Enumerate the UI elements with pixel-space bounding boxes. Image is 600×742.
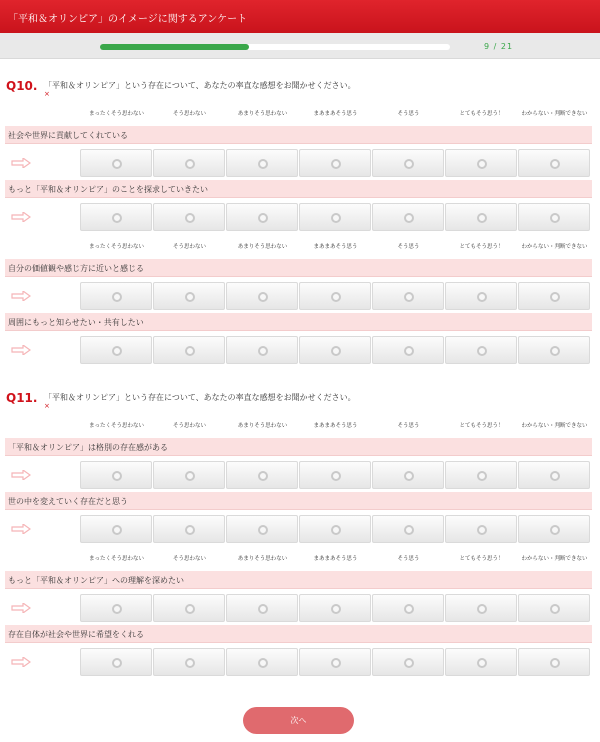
item-label-row xyxy=(5,492,592,510)
item-label-row xyxy=(5,438,592,456)
required-mark: × xyxy=(44,90,50,98)
scale-label: まあまあそう思う xyxy=(313,111,358,117)
radio-button[interactable] xyxy=(258,292,268,302)
arrow-right-icon xyxy=(11,657,31,667)
item-label: 自分の価値観や感じ方に近いと感じる xyxy=(8,264,144,273)
progress-bar-fill xyxy=(100,44,249,50)
radio-option-cell[interactable] xyxy=(372,149,444,177)
radio-option-cell[interactable] xyxy=(518,515,590,543)
radio-button[interactable] xyxy=(112,471,122,481)
arrow-right-icon xyxy=(11,470,31,480)
arrow-right-icon xyxy=(11,212,31,222)
radio-option-cell[interactable] xyxy=(153,594,225,622)
radio-button[interactable] xyxy=(185,292,195,302)
next-button[interactable]: 次へ xyxy=(243,707,354,734)
radio-button[interactable] xyxy=(550,471,560,481)
radio-option-cell[interactable] xyxy=(153,149,225,177)
scale-label: まあまあそう思う xyxy=(313,244,358,250)
radio-button[interactable] xyxy=(331,604,341,614)
radio-button[interactable] xyxy=(258,346,268,356)
radio-option-cell[interactable] xyxy=(445,648,517,676)
scale-header xyxy=(80,234,592,252)
radio-button[interactable] xyxy=(550,525,560,535)
answer-row xyxy=(5,336,592,364)
item-label: もっと「平和＆オリンピア」のことを探求していきたい xyxy=(8,185,208,194)
scale-label: とてもそう思う！ xyxy=(459,244,504,250)
radio-option-cell[interactable] xyxy=(518,648,590,676)
radio-option-cell[interactable] xyxy=(299,203,371,231)
radio-button[interactable] xyxy=(112,658,122,668)
radio-option-cell[interactable] xyxy=(299,515,371,543)
radio-button[interactable] xyxy=(185,658,195,668)
answer-row xyxy=(5,594,592,622)
scale-label: まったくそう思わない xyxy=(88,423,144,429)
radio-button[interactable] xyxy=(550,658,560,668)
radio-button[interactable] xyxy=(477,159,487,169)
scale-label: わからない・判断できない xyxy=(521,556,588,562)
item-label-row xyxy=(5,126,592,144)
radio-option-cell[interactable] xyxy=(153,336,225,364)
radio-option-cell[interactable] xyxy=(372,594,444,622)
page-title: 「平和＆オリンピア」のイメージに関するアンケート xyxy=(8,14,248,25)
arrow-right-icon xyxy=(11,603,31,613)
item-label-row xyxy=(5,259,592,277)
item-label: 存在自体が社会や世界に希望をくれる xyxy=(8,630,144,639)
scale-header xyxy=(80,413,592,431)
radio-option-cell[interactable] xyxy=(445,149,517,177)
scale-label: あまりそう思わない xyxy=(237,111,288,117)
question-number: Q10. xyxy=(6,79,38,93)
radio-button[interactable] xyxy=(477,471,487,481)
question-number: Q11. xyxy=(6,391,38,405)
item-label: 周囲にもっと知らせたい・共有したい xyxy=(8,318,144,327)
radio-option-cell[interactable] xyxy=(299,282,371,310)
radio-button[interactable] xyxy=(112,346,122,356)
radio-option-cell[interactable] xyxy=(80,282,152,310)
radio-option-cell[interactable] xyxy=(299,461,371,489)
radio-option-cell[interactable] xyxy=(445,203,517,231)
answer-row xyxy=(5,461,592,489)
radio-option-cell[interactable] xyxy=(80,336,152,364)
answer-row xyxy=(5,203,592,231)
radio-option-cell[interactable] xyxy=(372,648,444,676)
radio-button[interactable] xyxy=(258,525,268,535)
scale-label: そう思わない xyxy=(172,244,206,250)
scale-label: あまりそう思わない xyxy=(237,423,288,429)
radio-button[interactable] xyxy=(550,213,560,223)
scale-label: そう思わない xyxy=(172,423,206,429)
radio-button[interactable] xyxy=(258,471,268,481)
required-mark: × xyxy=(44,402,50,410)
scale-label: まあまあそう思う xyxy=(313,423,358,429)
radio-button[interactable] xyxy=(331,471,341,481)
radio-button[interactable] xyxy=(331,658,341,668)
radio-button[interactable] xyxy=(185,604,195,614)
item-label: 社会や世界に貢献してくれている xyxy=(8,131,128,140)
scale-label: とてもそう思う！ xyxy=(459,556,504,562)
radio-button[interactable] xyxy=(112,159,122,169)
radio-button[interactable] xyxy=(258,159,268,169)
radio-button[interactable] xyxy=(477,658,487,668)
arrow-right-icon xyxy=(11,291,31,301)
question-text: 「平和＆オリンピア」という存在について、あなたの率直な感想をお聞かせください。 xyxy=(44,81,356,90)
scale-label: わからない・判断できない xyxy=(521,244,588,250)
progress-text: 9 / 21 xyxy=(484,42,514,51)
radio-button[interactable] xyxy=(258,213,268,223)
radio-option-cell[interactable] xyxy=(445,336,517,364)
answer-row xyxy=(5,282,592,310)
radio-option-cell[interactable] xyxy=(445,515,517,543)
question-text: 「平和＆オリンピア」という存在について、あなたの率直な感想をお聞かせください。 xyxy=(44,393,356,402)
radio-option-cell[interactable] xyxy=(226,648,298,676)
radio-option-cell[interactable] xyxy=(226,336,298,364)
radio-button[interactable] xyxy=(404,471,414,481)
radio-option-cell[interactable] xyxy=(372,461,444,489)
scale-label: まったくそう思わない xyxy=(88,244,144,250)
radio-option-cell[interactable] xyxy=(518,203,590,231)
radio-option-cell[interactable] xyxy=(299,648,371,676)
scale-label: そう思う xyxy=(397,111,420,117)
arrow-right-icon xyxy=(11,524,31,534)
radio-button[interactable] xyxy=(258,604,268,614)
radio-option-cell[interactable] xyxy=(518,594,590,622)
radio-button[interactable] xyxy=(404,658,414,668)
radio-option-cell[interactable] xyxy=(372,336,444,364)
radio-button[interactable] xyxy=(477,346,487,356)
radio-button[interactable] xyxy=(185,213,195,223)
item-label: 世の中を変えていく存在だと思う xyxy=(8,497,128,506)
radio-button[interactable] xyxy=(331,292,341,302)
item-label: もっと「平和＆オリンピア」への理解を深めたい xyxy=(8,576,184,585)
radio-option-cell[interactable] xyxy=(226,149,298,177)
scale-label: まったくそう思わない xyxy=(88,556,144,562)
radio-button[interactable] xyxy=(550,604,560,614)
scale-label: あまりそう思わない xyxy=(237,556,288,562)
radio-button[interactable] xyxy=(477,213,487,223)
radio-button[interactable] xyxy=(185,346,195,356)
radio-button[interactable] xyxy=(112,292,122,302)
item-label-row xyxy=(5,313,592,331)
radio-option-cell[interactable] xyxy=(80,203,152,231)
answer-row xyxy=(5,149,592,177)
radio-option-cell[interactable] xyxy=(518,282,590,310)
scale-label: そう思う xyxy=(397,244,420,250)
radio-button[interactable] xyxy=(112,213,122,223)
radio-button[interactable] xyxy=(477,604,487,614)
item-label-row xyxy=(5,625,592,643)
radio-button[interactable] xyxy=(404,159,414,169)
radio-option-cell[interactable] xyxy=(80,149,152,177)
radio-option-cell[interactable] xyxy=(80,648,152,676)
radio-option-cell[interactable] xyxy=(153,461,225,489)
radio-option-cell[interactable] xyxy=(518,336,590,364)
radio-option-cell[interactable] xyxy=(226,282,298,310)
radio-button[interactable] xyxy=(331,525,341,535)
radio-option-cell[interactable] xyxy=(80,594,152,622)
scale-label: そう思わない xyxy=(172,556,206,562)
page-header xyxy=(0,0,600,33)
radio-option-cell[interactable] xyxy=(226,203,298,231)
arrow-right-icon xyxy=(11,345,31,355)
scale-header xyxy=(80,101,592,119)
radio-button[interactable] xyxy=(404,292,414,302)
scale-header xyxy=(80,546,592,564)
scale-label: わからない・判断できない xyxy=(521,423,588,429)
scale-label: あまりそう思わない xyxy=(237,244,288,250)
radio-button[interactable] xyxy=(404,346,414,356)
arrow-right-icon xyxy=(11,158,31,168)
radio-option-cell[interactable] xyxy=(372,515,444,543)
radio-option-cell[interactable] xyxy=(226,461,298,489)
scale-label: まったくそう思わない xyxy=(88,111,144,117)
radio-button[interactable] xyxy=(112,525,122,535)
scale-label: まあまあそう思う xyxy=(313,556,358,562)
radio-button[interactable] xyxy=(258,658,268,668)
item-label: 「平和＆オリンピア」は格別の存在感がある xyxy=(8,443,168,452)
scale-label: そう思わない xyxy=(172,111,206,117)
radio-button[interactable] xyxy=(404,525,414,535)
radio-option-cell[interactable] xyxy=(226,594,298,622)
scale-label: そう思う xyxy=(397,556,420,562)
radio-option-cell[interactable] xyxy=(518,149,590,177)
radio-button[interactable] xyxy=(185,471,195,481)
radio-option-cell[interactable] xyxy=(153,282,225,310)
radio-option-cell[interactable] xyxy=(445,461,517,489)
radio-button[interactable] xyxy=(331,159,341,169)
progress-area xyxy=(0,33,600,59)
radio-button[interactable] xyxy=(550,346,560,356)
radio-button[interactable] xyxy=(477,292,487,302)
radio-option-cell[interactable] xyxy=(226,515,298,543)
radio-button[interactable] xyxy=(404,604,414,614)
radio-button[interactable] xyxy=(185,525,195,535)
radio-option-cell[interactable] xyxy=(153,203,225,231)
scale-label: とてもそう思う！ xyxy=(459,423,504,429)
radio-option-cell[interactable] xyxy=(372,203,444,231)
scale-label: そう思う xyxy=(397,423,420,429)
radio-option-cell[interactable] xyxy=(299,336,371,364)
progress-bar xyxy=(100,44,450,50)
radio-option-cell[interactable] xyxy=(445,282,517,310)
item-label-row xyxy=(5,180,592,198)
radio-button[interactable] xyxy=(477,525,487,535)
radio-button[interactable] xyxy=(185,159,195,169)
radio-option-cell[interactable] xyxy=(299,149,371,177)
radio-button[interactable] xyxy=(331,213,341,223)
radio-button[interactable] xyxy=(550,292,560,302)
radio-button[interactable] xyxy=(112,604,122,614)
radio-option-cell[interactable] xyxy=(80,515,152,543)
item-label-row xyxy=(5,571,592,589)
radio-button[interactable] xyxy=(550,159,560,169)
radio-option-cell[interactable] xyxy=(80,461,152,489)
radio-option-cell[interactable] xyxy=(299,594,371,622)
scale-label: とてもそう思う！ xyxy=(459,111,504,117)
radio-button[interactable] xyxy=(404,213,414,223)
radio-option-cell[interactable] xyxy=(153,648,225,676)
radio-option-cell[interactable] xyxy=(372,282,444,310)
radio-button[interactable] xyxy=(331,346,341,356)
answer-row xyxy=(5,515,592,543)
radio-option-cell[interactable] xyxy=(518,461,590,489)
radio-option-cell[interactable] xyxy=(153,515,225,543)
radio-option-cell[interactable] xyxy=(445,594,517,622)
answer-row xyxy=(5,648,592,676)
scale-label: わからない・判断できない xyxy=(521,111,588,117)
